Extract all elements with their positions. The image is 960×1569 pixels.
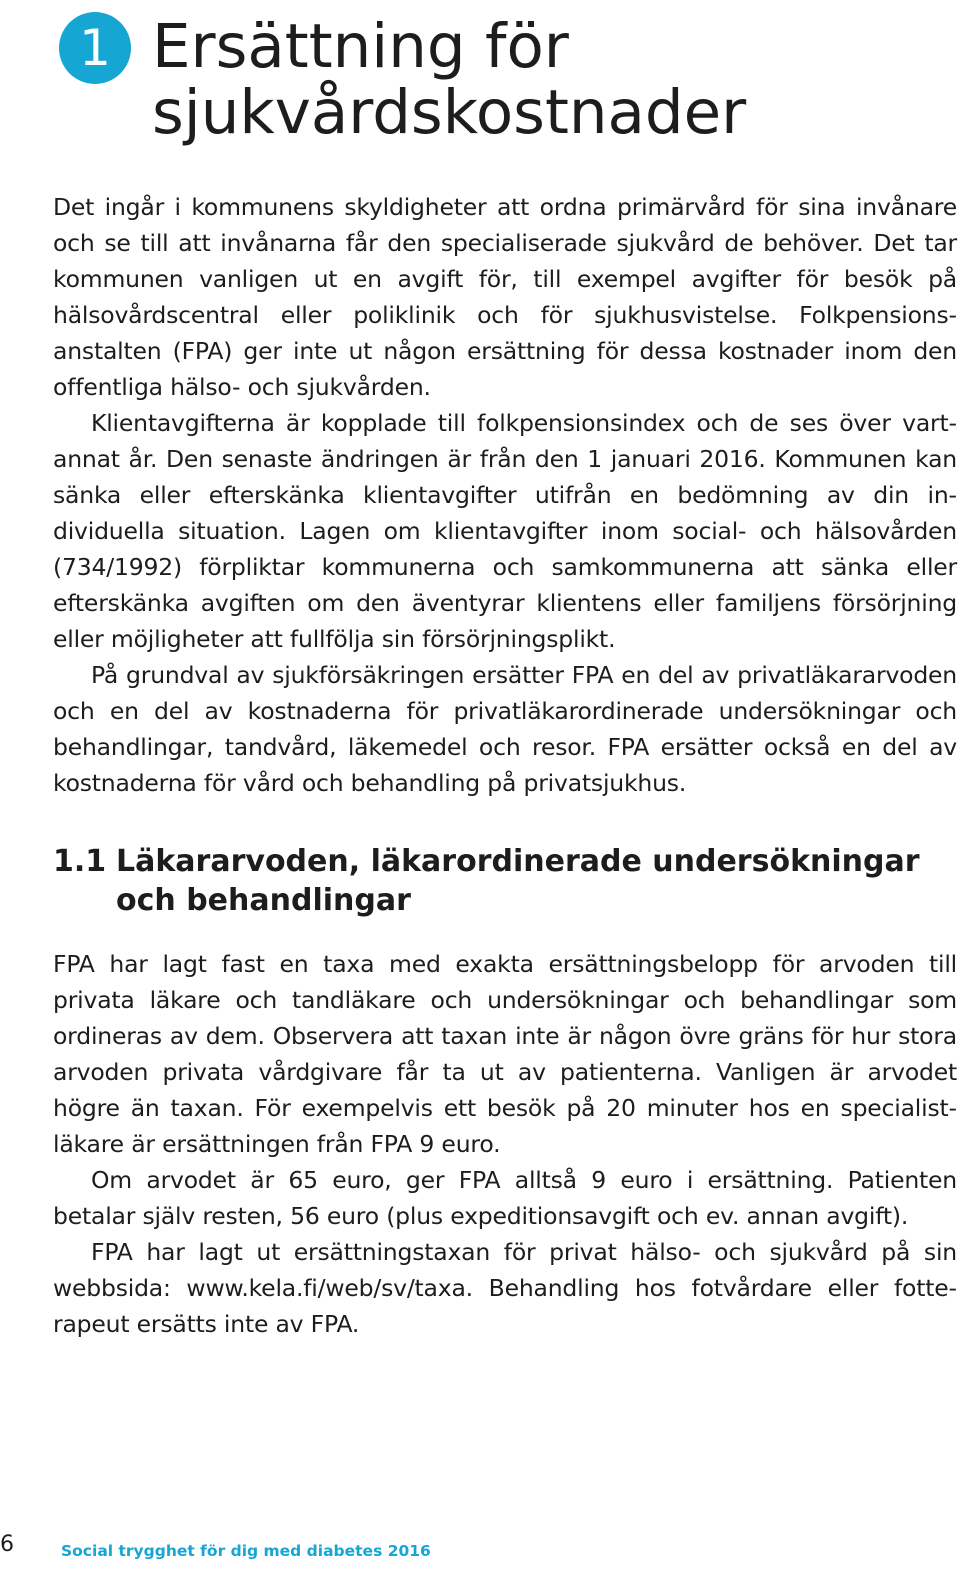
chapter-number-badge: 1 xyxy=(59,12,131,84)
chapter-title-line-1: Ersättning för xyxy=(152,11,569,82)
intro-paragraph: Det ingår i kommunens skyldigheter att ordna primärvård för sina invånare och se till att invånarna får den specialiserade sjukvård de behöver. Det tar kommunen vanligen ut en avgift för, till exempel avgifter för besök på hälsovårdscentral eller poliklinik och för sjukhusvistelse. Folkpensionsanstalten (FPA) ger inte ut någon ersättning för dessa kostnader inom den offentliga hälso- och sjukvården. xyxy=(53,193,957,401)
section-number: 1.1 xyxy=(53,844,107,879)
intro-paragraph: På grundval av sjukförsäkringen ersätter FPA en del av privatläkararvoden och en del av kostnaderna för privatläkarordinerade undersökningar och behandlingar, tandvård, läkemedel och resor. FPA ersätter också en del av kostnaderna för vård och behandling på privatsjukhus. xyxy=(53,661,957,797)
section-paragraph: Om arvodet är 65 euro, ger FPA alltså 9 euro i ersättning. Patienten betalar själv resten, 56 euro (plus expeditionsavgift och ev. annan avgift). xyxy=(53,1166,957,1230)
chapter-title xyxy=(152,11,747,148)
section-text xyxy=(53,946,957,1342)
publication-title: Social trygghet för dig med diabetes 2016 xyxy=(61,1542,431,1560)
section-paragraph: FPA har lagt fast en taxa med exakta ersättningsbelopp för arvoden till privata läkare och tandläkare och undersökningar och behandlingar som ordineras av dem. Observera att taxan inte är någon övre gräns för hur stora arvoden privata vårdgivare får ta ut av patienterna. Vanligen är arvodet högre än taxan. För exempelvis ett besök på 20 minuter hos en specialistläkare är ersättningen från FPA 9 euro. xyxy=(53,950,957,1158)
intro-text xyxy=(53,189,957,801)
page-number: 6 xyxy=(0,1532,14,1557)
section-heading xyxy=(53,842,933,920)
chapter-title-line-2: sjukvårdskostnader xyxy=(152,77,747,148)
intro-paragraph: Klientavgifterna är kopplade till folkpensionsindex och de ses över vartannat år. Den senaste ändringen är från den 1 januari 2016. Kommunen kan sänka eller efterskänka klientavgifter utifrån en bedömning av din individuella situation. Lagen om klientavgifter inom social- och hälsovården (734/1992) förpliktar kommunerna och samkommunerna att sänka eller efterskänka avgiften om den äventyrar klientens eller familjens försörjning eller möjligheter att fullfölja sin försörjningsplikt. xyxy=(53,409,957,653)
section-paragraph: FPA har lagt ut ersättningstaxan för privat hälso- och sjukvård på sin webbsida: www.kela.fi/web/sv/taxa. Behandling hos fotvårdare eller fotterapeut ersätts inte av FPA. xyxy=(53,1238,957,1338)
section-title: Läkararvoden, läkarordinerade undersökningar och behandlingar xyxy=(116,844,920,918)
